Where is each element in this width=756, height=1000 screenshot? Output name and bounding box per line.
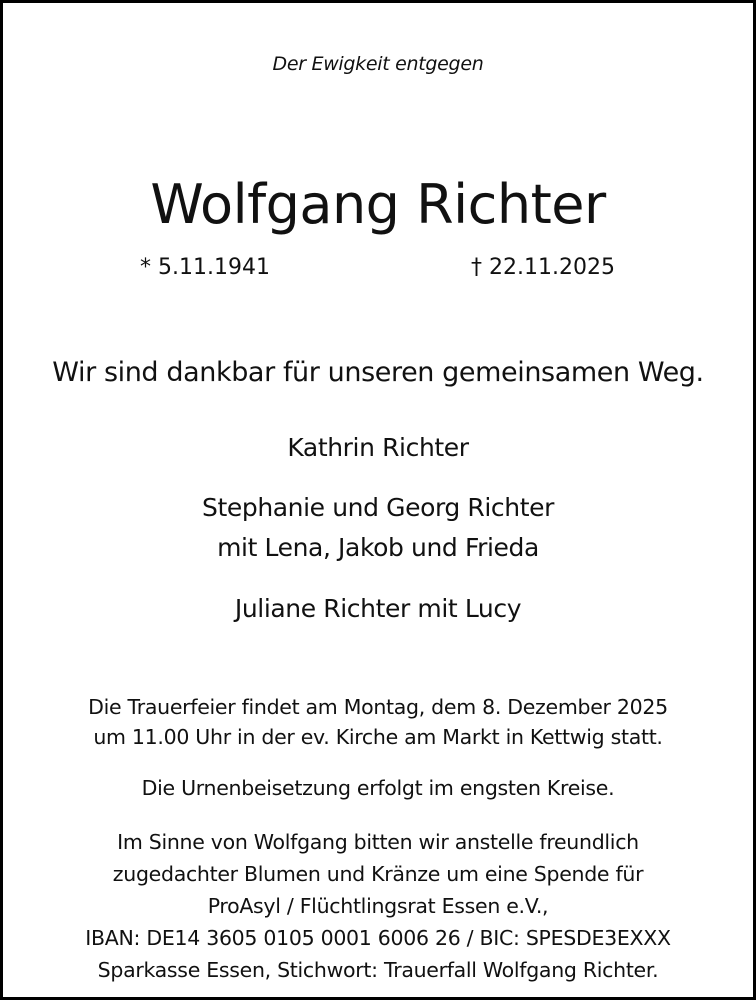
death-date: † 22.11.2025 — [471, 255, 615, 280]
birth-date: * 5.11.1941 — [140, 255, 270, 280]
bank-details-line: Sparkasse Essen, Stichwort: Trauerfall Wolfgang Richter. — [97, 958, 659, 982]
mourner-line: Juliane Richter mit Lucy — [234, 594, 522, 623]
obituary-notice — [3, 3, 753, 997]
funeral-info-line: Die Trauerfeier findet am Montag, dem 8. Dezember 2025 — [88, 695, 668, 719]
donation-line: ProAsyl / Flüchtlingsrat Essen e.V., — [207, 894, 549, 918]
mourner-line: Stephanie und Georg Richter — [202, 493, 554, 522]
deceased-name: Wolfgang Richter — [150, 173, 606, 236]
motto: Der Ewigkeit entgegen — [272, 53, 484, 75]
mourner-line: Kathrin Richter — [287, 433, 469, 462]
mourner-line: mit Lena, Jakob und Frieda — [217, 533, 539, 562]
donation-line: zugedachter Blumen und Kränze um eine Spende für — [112, 862, 644, 886]
bank-details-line: IBAN: DE14 3605 0105 0001 6006 26 / BIC: SPESDE3EXXX — [85, 926, 671, 950]
urn-burial-line: Die Urnenbeisetzung erfolgt im engsten Kreise. — [141, 776, 615, 800]
funeral-info-line: um 11.00 Uhr in der ev. Kirche am Markt in Kettwig statt. — [93, 725, 663, 749]
gratitude-line: Wir sind dankbar für unseren gemeinsamen Weg. — [52, 357, 704, 388]
donation-line: Im Sinne von Wolfgang bitten wir anstelle freundlich — [117, 830, 639, 854]
